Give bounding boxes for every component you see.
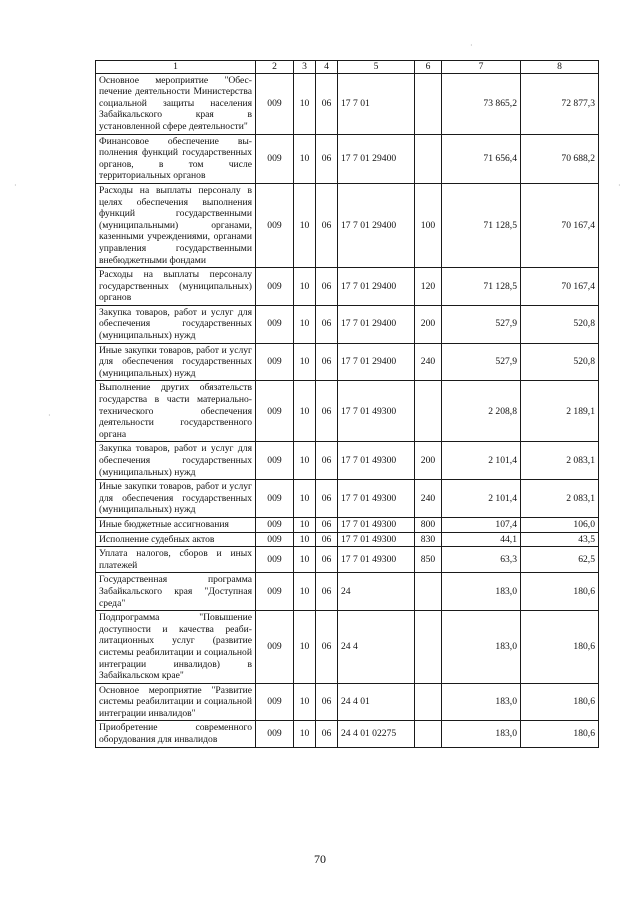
row-name-cell: Иные бюджетные ассигнования	[96, 517, 256, 532]
row-name-cell: Расходы на выплаты персоналу государственных (муниципальных) органов	[96, 268, 256, 306]
row-name-cell: Закупка товаров, работ и услуг для обеспечения государственных (муниципальных) нужд	[96, 442, 256, 480]
target-article-cell: 24	[338, 573, 415, 611]
subsection-code-cell: 06	[316, 305, 338, 343]
expense-type-cell	[415, 611, 442, 684]
amount-col8-cell: 72 877,3	[521, 73, 599, 134]
target-article-cell: 17 7 01 49300	[338, 547, 415, 573]
target-article-cell: 17 7 01 29400	[338, 268, 415, 306]
ministry-code-cell: 009	[256, 683, 294, 721]
amount-col7-cell: 183,0	[442, 721, 521, 747]
expense-type-cell: 120	[415, 268, 442, 306]
scan-dot-mark: ·	[618, 181, 621, 190]
amount-col8-cell: 2 083,1	[521, 480, 599, 518]
section-code-cell: 10	[294, 305, 316, 343]
target-article-cell: 17 7 01 29400	[338, 343, 415, 381]
budget-table	[95, 60, 599, 748]
ministry-code-cell: 009	[256, 573, 294, 611]
table-row	[96, 73, 599, 134]
target-article-cell: 17 7 01	[338, 73, 415, 134]
section-code-cell: 10	[294, 268, 316, 306]
amount-col7-cell: 183,0	[442, 611, 521, 684]
ministry-code-cell: 009	[256, 532, 294, 547]
section-code-cell: 10	[294, 183, 316, 267]
table-row	[96, 381, 599, 442]
expense-type-cell	[415, 134, 442, 183]
amount-col8-cell: 43,5	[521, 532, 599, 547]
table-header-row	[96, 61, 599, 74]
column-header: 1	[96, 61, 256, 74]
row-name-cell: Уплата налогов, сборов и иных платежей	[96, 547, 256, 573]
amount-col7-cell: 183,0	[442, 573, 521, 611]
amount-col8-cell: 180,6	[521, 721, 599, 747]
amount-col7-cell: 183,0	[442, 683, 521, 721]
section-code-cell: 10	[294, 73, 316, 134]
subsection-code-cell: 06	[316, 547, 338, 573]
ministry-code-cell: 009	[256, 343, 294, 381]
amount-col8-cell: 520,8	[521, 305, 599, 343]
subsection-code-cell: 06	[316, 573, 338, 611]
section-code-cell: 10	[294, 573, 316, 611]
scan-dot-mark: ·	[48, 411, 51, 420]
subsection-code-cell: 06	[316, 183, 338, 267]
section-code-cell: 10	[294, 343, 316, 381]
section-code-cell: 10	[294, 532, 316, 547]
amount-col7-cell: 2 101,4	[442, 442, 521, 480]
target-article-cell: 17 7 01 29400	[338, 183, 415, 267]
amount-col8-cell: 70 167,4	[521, 183, 599, 267]
table-row	[96, 442, 599, 480]
amount-col7-cell: 527,9	[442, 305, 521, 343]
amount-col7-cell: 71 128,5	[442, 183, 521, 267]
column-header: 5	[338, 61, 415, 74]
ministry-code-cell: 009	[256, 517, 294, 532]
expense-type-cell: 800	[415, 517, 442, 532]
table-row	[96, 573, 599, 611]
target-article-cell: 24 4	[338, 611, 415, 684]
expense-type-cell: 200	[415, 305, 442, 343]
row-name-cell: Подпрограмма "Повышение доступности и качества реабилитационных услуг (развитие системы реабилитации и социальной интеграции инвалидов) в Забайкальском крае"	[96, 611, 256, 684]
subsection-code-cell: 06	[316, 683, 338, 721]
amount-col7-cell: 44,1	[442, 532, 521, 547]
expense-type-cell: 200	[415, 442, 442, 480]
expense-type-cell	[415, 683, 442, 721]
row-name-cell: Основное мероприятие "Развитие системы реабилитации и социальной интеграции инвалидов"	[96, 683, 256, 721]
amount-col7-cell: 63,3	[442, 547, 521, 573]
target-article-cell: 17 7 01 49300	[338, 442, 415, 480]
subsection-code-cell: 06	[316, 442, 338, 480]
scan-dot-mark: ·	[470, 41, 473, 50]
ministry-code-cell: 009	[256, 480, 294, 518]
target-article-cell: 24 4 01	[338, 683, 415, 721]
table-row	[96, 268, 599, 306]
subsection-code-cell: 06	[316, 73, 338, 134]
row-name-cell: Иные закупки товаров, работ и услуг для обеспечения государственных (муниципальных) нужд	[96, 343, 256, 381]
amount-col8-cell: 520,8	[521, 343, 599, 381]
target-article-cell: 17 7 01 29400	[338, 305, 415, 343]
ministry-code-cell: 009	[256, 134, 294, 183]
amount-col8-cell: 70 167,4	[521, 268, 599, 306]
expense-type-cell: 850	[415, 547, 442, 573]
section-code-cell: 10	[294, 683, 316, 721]
expense-type-cell	[415, 381, 442, 442]
amount-col7-cell: 2 101,4	[442, 480, 521, 518]
row-name-cell: Приобретение современного оборудования для инвалидов	[96, 721, 256, 747]
target-article-cell: 17 7 01 49300	[338, 480, 415, 518]
expense-type-cell	[415, 573, 442, 611]
table-row	[96, 517, 599, 532]
table-row	[96, 343, 599, 381]
expense-type-cell: 240	[415, 343, 442, 381]
column-header: 6	[415, 61, 442, 74]
ministry-code-cell: 009	[256, 721, 294, 747]
row-name-cell: Государственная программа Забайкальского края "Доступная среда"	[96, 573, 256, 611]
scan-dot-mark: ·	[14, 181, 17, 190]
table-row	[96, 183, 599, 267]
row-name-cell: Закупка товаров, работ и услуг для обеспечения государственных (муниципальных) нужд	[96, 305, 256, 343]
row-name-cell: Иные закупки товаров, работ и услуг для обеспечения государственных (муниципальных) нужд	[96, 480, 256, 518]
amount-col7-cell: 71 656,4	[442, 134, 521, 183]
ministry-code-cell: 009	[256, 73, 294, 134]
amount-col8-cell: 70 688,2	[521, 134, 599, 183]
section-code-cell: 10	[294, 547, 316, 573]
table-row	[96, 547, 599, 573]
expense-type-cell: 240	[415, 480, 442, 518]
amount-col8-cell: 2 189,1	[521, 381, 599, 442]
expense-type-cell: 100	[415, 183, 442, 267]
target-article-cell: 17 7 01 29400	[338, 134, 415, 183]
target-article-cell: 17 7 01 49300	[338, 381, 415, 442]
row-name-cell: Исполнение судебных актов	[96, 532, 256, 547]
table-row	[96, 721, 599, 747]
ministry-code-cell: 009	[256, 442, 294, 480]
subsection-code-cell: 06	[316, 517, 338, 532]
amount-col8-cell: 62,5	[521, 547, 599, 573]
subsection-code-cell: 06	[316, 480, 338, 518]
ministry-code-cell: 009	[256, 268, 294, 306]
section-code-cell: 10	[294, 442, 316, 480]
section-code-cell: 10	[294, 721, 316, 747]
amount-col7-cell: 73 865,2	[442, 73, 521, 134]
column-header: 7	[442, 61, 521, 74]
target-article-cell: 17 7 01 49300	[338, 532, 415, 547]
table-row	[96, 611, 599, 684]
expense-type-cell: 830	[415, 532, 442, 547]
subsection-code-cell: 06	[316, 381, 338, 442]
amount-col8-cell: 2 083,1	[521, 442, 599, 480]
column-header: 4	[316, 61, 338, 74]
amount-col7-cell: 107,4	[442, 517, 521, 532]
amount-col7-cell: 527,9	[442, 343, 521, 381]
amount-col8-cell: 180,6	[521, 611, 599, 684]
column-header: 2	[256, 61, 294, 74]
table-row	[96, 480, 599, 518]
expense-type-cell	[415, 73, 442, 134]
page-number: 70	[314, 852, 326, 866]
column-header: 8	[521, 61, 599, 74]
row-name-cell: Выполнение других обязательств государства в части материально-технического обеспечения деятельности государственного органа	[96, 381, 256, 442]
ministry-code-cell: 009	[256, 547, 294, 573]
subsection-code-cell: 06	[316, 611, 338, 684]
table-row	[96, 305, 599, 343]
section-code-cell: 10	[294, 611, 316, 684]
expense-type-cell	[415, 721, 442, 747]
section-code-cell: 10	[294, 517, 316, 532]
subsection-code-cell: 06	[316, 268, 338, 306]
amount-col8-cell: 106,0	[521, 517, 599, 532]
table-row	[96, 134, 599, 183]
subsection-code-cell: 06	[316, 532, 338, 547]
target-article-cell: 17 7 01 49300	[338, 517, 415, 532]
table-row	[96, 532, 599, 547]
row-name-cell: Финансовое обеспечение выполнения функций государственных органов, в том числе территориальных органов	[96, 134, 256, 183]
subsection-code-cell: 06	[316, 721, 338, 747]
target-article-cell: 24 4 01 02275	[338, 721, 415, 747]
subsection-code-cell: 06	[316, 343, 338, 381]
ministry-code-cell: 009	[256, 305, 294, 343]
amount-col7-cell: 2 208,8	[442, 381, 521, 442]
row-name-cell: Расходы на выплаты персоналу в целях обеспечения выполнения функций государственными (муниципальными) органами, казенными учреждениями, органами управления государственными внебюджетными фондами	[96, 183, 256, 267]
section-code-cell: 10	[294, 480, 316, 518]
column-header: 3	[294, 61, 316, 74]
amount-col8-cell: 180,6	[521, 683, 599, 721]
amount-col8-cell: 180,6	[521, 573, 599, 611]
ministry-code-cell: 009	[256, 381, 294, 442]
row-name-cell: Основное мероприятие "Обеспечение деятельности Министерства социальной защиты населения Забайкальского края в установленной сфере деятельности"	[96, 73, 256, 134]
ministry-code-cell: 009	[256, 183, 294, 267]
subsection-code-cell: 06	[316, 134, 338, 183]
section-code-cell: 10	[294, 381, 316, 442]
ministry-code-cell: 009	[256, 611, 294, 684]
table-row	[96, 683, 599, 721]
amount-col7-cell: 71 128,5	[442, 268, 521, 306]
section-code-cell: 10	[294, 134, 316, 183]
